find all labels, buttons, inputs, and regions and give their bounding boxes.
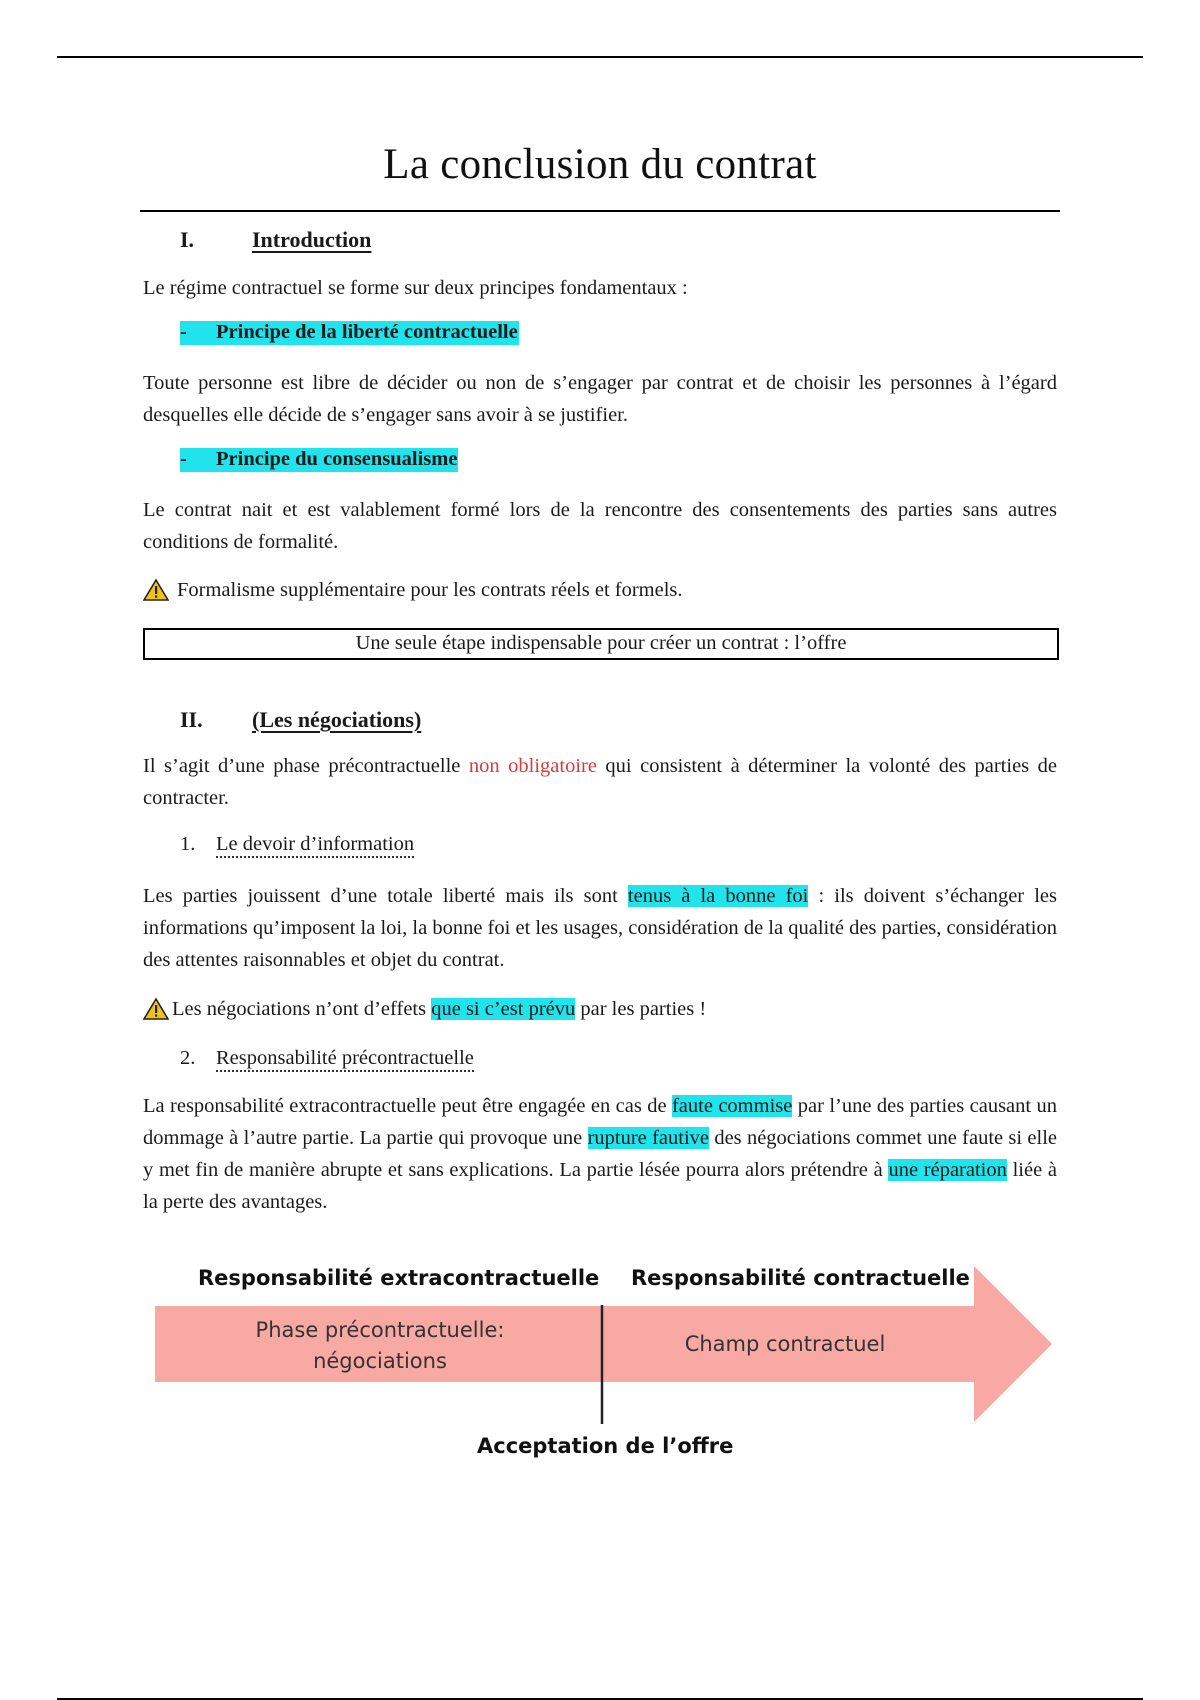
subsection-1-title: Le devoir d’information	[216, 833, 414, 858]
paragraph-text: : ils doivent s’échanger les informations qu’imposent la loi, la bonne foi et les usages, considération de la qualité des parties, considération des attentes raisonnables et objet du contrat.	[143, 885, 1057, 971]
contractual-header: Responsabilité contractuelle	[631, 1266, 970, 1290]
principle-bullet-consensualism	[180, 448, 458, 472]
paragraph-text: des négociations commet une faute si elle y met fin de manière abrupte et sans explications. La partie lésée pourra alors prétendre à	[143, 1127, 1057, 1181]
subsection-1-heading	[180, 833, 414, 856]
paragraph-text: par l’une des parties causant un dommage à l’autre partie. La partie qui provoque une	[143, 1095, 1057, 1149]
section-1-intro: Le régime contractuel se forme sur deux principes fondamentaux :	[143, 277, 688, 299]
document-title: La conclusion du contrat	[383, 141, 817, 188]
consensualism-paragraph: Le contrat nait et est valablement formé lors de la rencontre des consentements des parties sans autres conditions de formalité.	[143, 499, 1057, 553]
paragraph-text: liée à la perte des avantages.	[143, 1159, 1057, 1213]
principle-consensualism-label: Principe du consensualisme	[216, 448, 458, 470]
highlight-reparation: une réparation	[888, 1159, 1007, 1181]
paragraph-text: Les parties jouissent d’une totale liberté mais ils sont	[143, 885, 628, 907]
subsection-1-number: 1.	[180, 833, 196, 855]
principle-bullet-liberty	[180, 321, 519, 345]
section-2-heading	[180, 707, 421, 733]
intro-text: Il s’agit d’une phase précontractuelle	[143, 755, 469, 777]
section-2-intro	[143, 750, 1057, 814]
highlight-prevu: que si c’est prévu	[431, 997, 576, 1020]
bullet-dash: -	[180, 448, 187, 470]
warning-text: par les parties !	[575, 997, 707, 1020]
negotiation-warning	[143, 997, 706, 1021]
page-top-rule	[57, 56, 1143, 58]
non-obligatoire-text: non obligatoire	[468, 755, 597, 777]
extracontractual-header: Responsabilité extracontractuelle	[198, 1266, 600, 1290]
subsection-2-number: 2.	[180, 1047, 196, 1069]
subsection-2-heading	[180, 1047, 474, 1070]
precontractual-liability-paragraph	[143, 1090, 1057, 1218]
principle-liberty-label: Principe de la liberté contractuelle	[216, 321, 518, 343]
negotiation-warning-text	[172, 998, 706, 1021]
information-duty-paragraph	[143, 880, 1057, 976]
precontractual-phase-line: négociations	[313, 1349, 447, 1373]
title-rule	[140, 210, 1060, 212]
section-2-number: II.	[180, 707, 203, 732]
section-1-number: I.	[180, 227, 195, 252]
highlight-bonne-foi: tenus à la bonne foi	[627, 885, 809, 907]
paragraph-text: La responsabilité extracontractuelle peut être engagée en cas de	[143, 1095, 672, 1117]
precontractual-phase-line: Phase précontractuelle:	[255, 1318, 505, 1342]
contractual-field-text: Champ contractuel	[684, 1332, 886, 1356]
highlight-faute-commise: faute commise	[671, 1095, 793, 1117]
section-1-heading	[180, 227, 371, 253]
liability-timeline-diagram	[150, 1258, 1070, 1478]
warning-icon	[143, 997, 169, 1021]
offer-boxed-note: Une seule étape indispensable pour créer un contrat : l’offre	[143, 628, 1059, 660]
bullet-dash: -	[180, 321, 187, 343]
formalism-warning-text: Formalisme supplémentaire pour les contrats réels et formels.	[177, 578, 683, 601]
liberty-paragraph: Toute personne est libre de décider ou non de s’engager par contrat et de choisir les personnes à l’égard desquelles elle décide de s’engager sans avoir à se justifier.	[143, 372, 1057, 426]
warning-text: Les négociations n’ont d’effets	[172, 997, 432, 1020]
intro-text: qui consistent à déterminer la volonté des parties de contracter.	[143, 755, 1057, 809]
section-1-title: Introduction	[252, 227, 372, 252]
subsection-2-title: Responsabilité précontractuelle	[216, 1047, 474, 1072]
warning-icon	[143, 578, 169, 602]
section-2-title: (Les négociations)	[252, 707, 422, 732]
highlight-rupture-fautive: rupture fautive	[587, 1127, 709, 1149]
precontractual-phase-text	[180, 1315, 580, 1377]
formalism-warning	[143, 578, 683, 602]
offer-acceptance-label: Acceptation de l’offre	[477, 1434, 734, 1458]
